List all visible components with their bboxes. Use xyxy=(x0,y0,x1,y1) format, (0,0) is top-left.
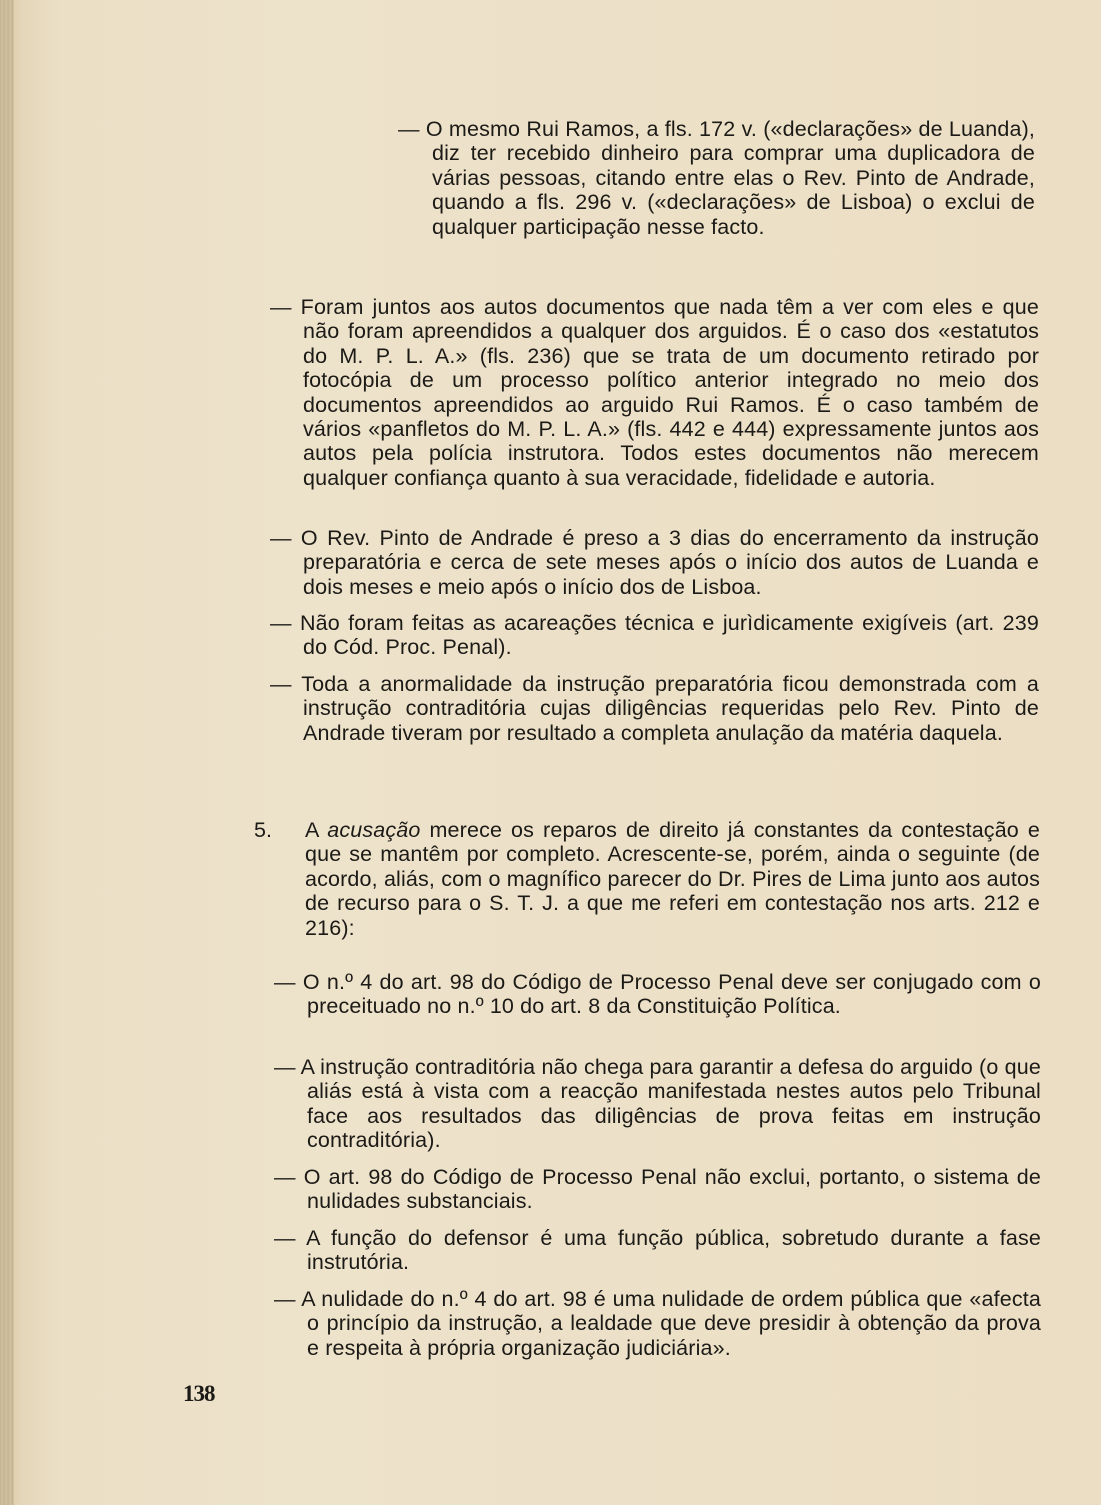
accusation-italic-word: acusação xyxy=(327,818,421,842)
section-number: 5. xyxy=(254,818,272,842)
accusation-text: merece os reparos de direito já constantes da contestação e que se mantêm por completo. Acrescente-se, porém, ainda o seguinte (de acordo, aliás, com o magnífico parecer do Dr. Pires de Lima junto aos autos de recurso para o S. T. J. a que me referi em contestação nos arts. 212 e 216): xyxy=(305,818,1040,940)
paragraph-rui-ramos-declarations: — O mesmo Rui Ramos, a fls. 172 v. («declarações» de Luanda), diz ter recebido dinheiro para comprar uma duplicadora de várias pessoas, citando entre elas o Rev. Pinto de Andrade, quando a fls. 296 v. («declarações» de Lisboa) o exclui de qualquer participação nesse facto. xyxy=(398,117,1035,239)
list-item: — O art. 98 do Código de Processo Penal não exclui, portanto, o sistema de nulidades substanciais. xyxy=(274,1165,1041,1214)
page-edge-shadow xyxy=(0,0,14,1505)
paragraph-confrontations: — Não foram feitas as acareações técnica e jurìdicamente exigíveis (art. 239 do Cód. Proc. Penal). xyxy=(270,611,1039,660)
paragraph-documents-attached: — Foram juntos aos autos documentos que nada têm a ver com eles e que não foram apreendidos a qualquer dos arguidos. É o caso dos «estatutos do M. P. L. A.» (fls. 236) que se trata de um documento retirado por fotocópia de um processo político anterior integrado no meio dos documentos apreendidos ao arguido Rui Ramos. É o caso também de vários «panfletos do M. P. L. A.» (fls. 442 e 444) expressamente juntos aos autos pela polícia instrutora. Todos estes documentos não merecem qualquer confiança quanto à sua veracidade, fidelidade e autoria. xyxy=(270,295,1039,490)
paragraph-accusation xyxy=(305,818,1040,940)
list-item: — O n.º 4 do art. 98 do Código de Processo Penal deve ser conjugado com o preceituado no n.º 10 do art. 8 da Constituição Política. xyxy=(274,970,1041,1019)
accusation-lead: A xyxy=(305,818,328,842)
list-item: — A instrução contraditória não chega para garantir a defesa do arguido (o que aliás está à vista com a reacção manifestada nestes autos pelo Tribunal face aos resultados das diligências de prova feitas em instrução contraditória). xyxy=(274,1055,1041,1153)
paragraph-arrest-timing: — O Rev. Pinto de Andrade é preso a 3 dias do encerramento da instrução preparatória e cerca de sete meses após o início dos autos de Luanda e dois meses e meio após o início dos de Lisboa. xyxy=(270,526,1039,599)
paragraph-abnormality: — Toda a anormalidade da instrução preparatória ficou demonstrada com a instrução contraditória cujas diligências requeridas pelo Rev. Pinto de Andrade tiveram por resultado a completa anulação da matéria daquela. xyxy=(270,672,1039,745)
list-item: — A nulidade do n.º 4 do art. 98 é uma nulidade de ordem pública que «afecta o princípio da instrução, a lealdade que deve presidir à obtenção da prova e respeita à própria organização judiciária». xyxy=(274,1287,1041,1360)
page-number: 138 xyxy=(183,1381,215,1406)
list-item: — A função do defensor é uma função pública, sobretudo durante a fase instrutória. xyxy=(274,1226,1041,1275)
